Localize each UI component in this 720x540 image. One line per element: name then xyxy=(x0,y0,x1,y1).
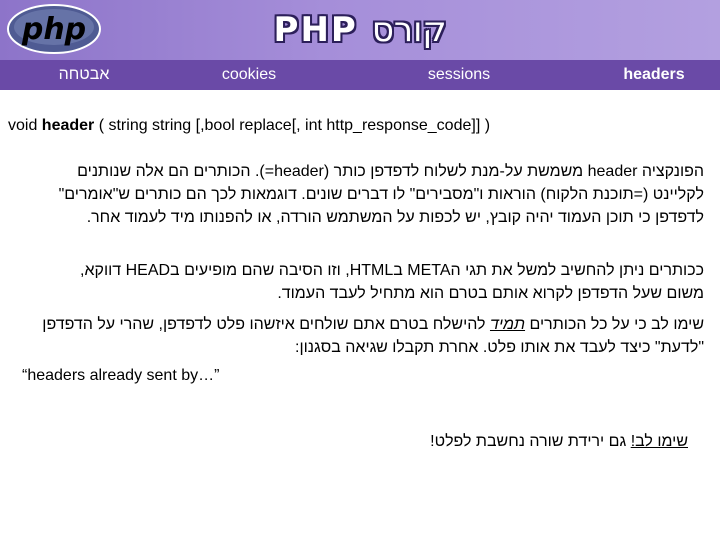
nav-bar xyxy=(0,60,720,90)
header-banner xyxy=(0,0,720,60)
newline-note xyxy=(48,433,688,451)
nav-item-headers[interactable]: headers xyxy=(623,66,685,83)
title-course: קורס xyxy=(371,10,447,50)
signature-params: ( string string [,bool replace[, int http_response_code]] ) xyxy=(94,117,491,134)
paragraph-meta-tags: ככותרים ניתן להחשיב למשל את תגי הMETA בHTML, וזו הסיבה שהם מופיעים בHEAD דווקא, משום שעל הדפדפן לקרוא אותם בטרם הוא מתחיל לעבד העמוד. xyxy=(80,262,704,302)
p3-emphasis: תמיד xyxy=(489,316,526,333)
page-title xyxy=(240,6,480,54)
php-logo xyxy=(6,3,102,55)
error-quote: “headers already sent by…” xyxy=(22,367,220,384)
nav-item-cookies[interactable]: cookies xyxy=(221,66,277,83)
signature-func: header xyxy=(41,117,95,134)
title-php: PHP xyxy=(273,10,358,50)
paragraph-header-intro: הפונקציה header משמשת על-מנת לשלוח לדפדפן כותר (header=). הכותרים הם אלה שנותנים לקליינט (=תוכנת הלקוח) הוראות ו"מסבירים" לו דברים שונים. דוגמאות לכך הם כותרים ש"אומרים" לדפדפן כי תוכן העמוד יהיה קובץ, יש לכפות על המשתמש הורדה, או להפנותו מיד לעמוד אחר. xyxy=(58,163,704,226)
php-logo-text: php xyxy=(21,12,87,47)
p3-before: שימו לב כי על כל הכותרים xyxy=(525,316,704,333)
note-text: גם ירידת שורה נחשבת לפלט! xyxy=(430,433,631,450)
p3-after: להישלח בטרם אתם שולחים איזשהו פלט לדפדפן, שהרי על הדפדפן "לדעת" כיצד לעבד את אותו פלט. אחרת תקבלו שגיאה בסגנון: xyxy=(42,316,704,356)
signature-prefix: void xyxy=(8,117,42,134)
paragraph-send-before-output xyxy=(24,313,704,359)
function-signature xyxy=(8,117,708,135)
nav-item-sessions[interactable]: sessions xyxy=(427,66,491,83)
note-label: שימו לב! xyxy=(630,433,688,450)
nav-item-security[interactable]: אבטחה xyxy=(58,66,110,83)
